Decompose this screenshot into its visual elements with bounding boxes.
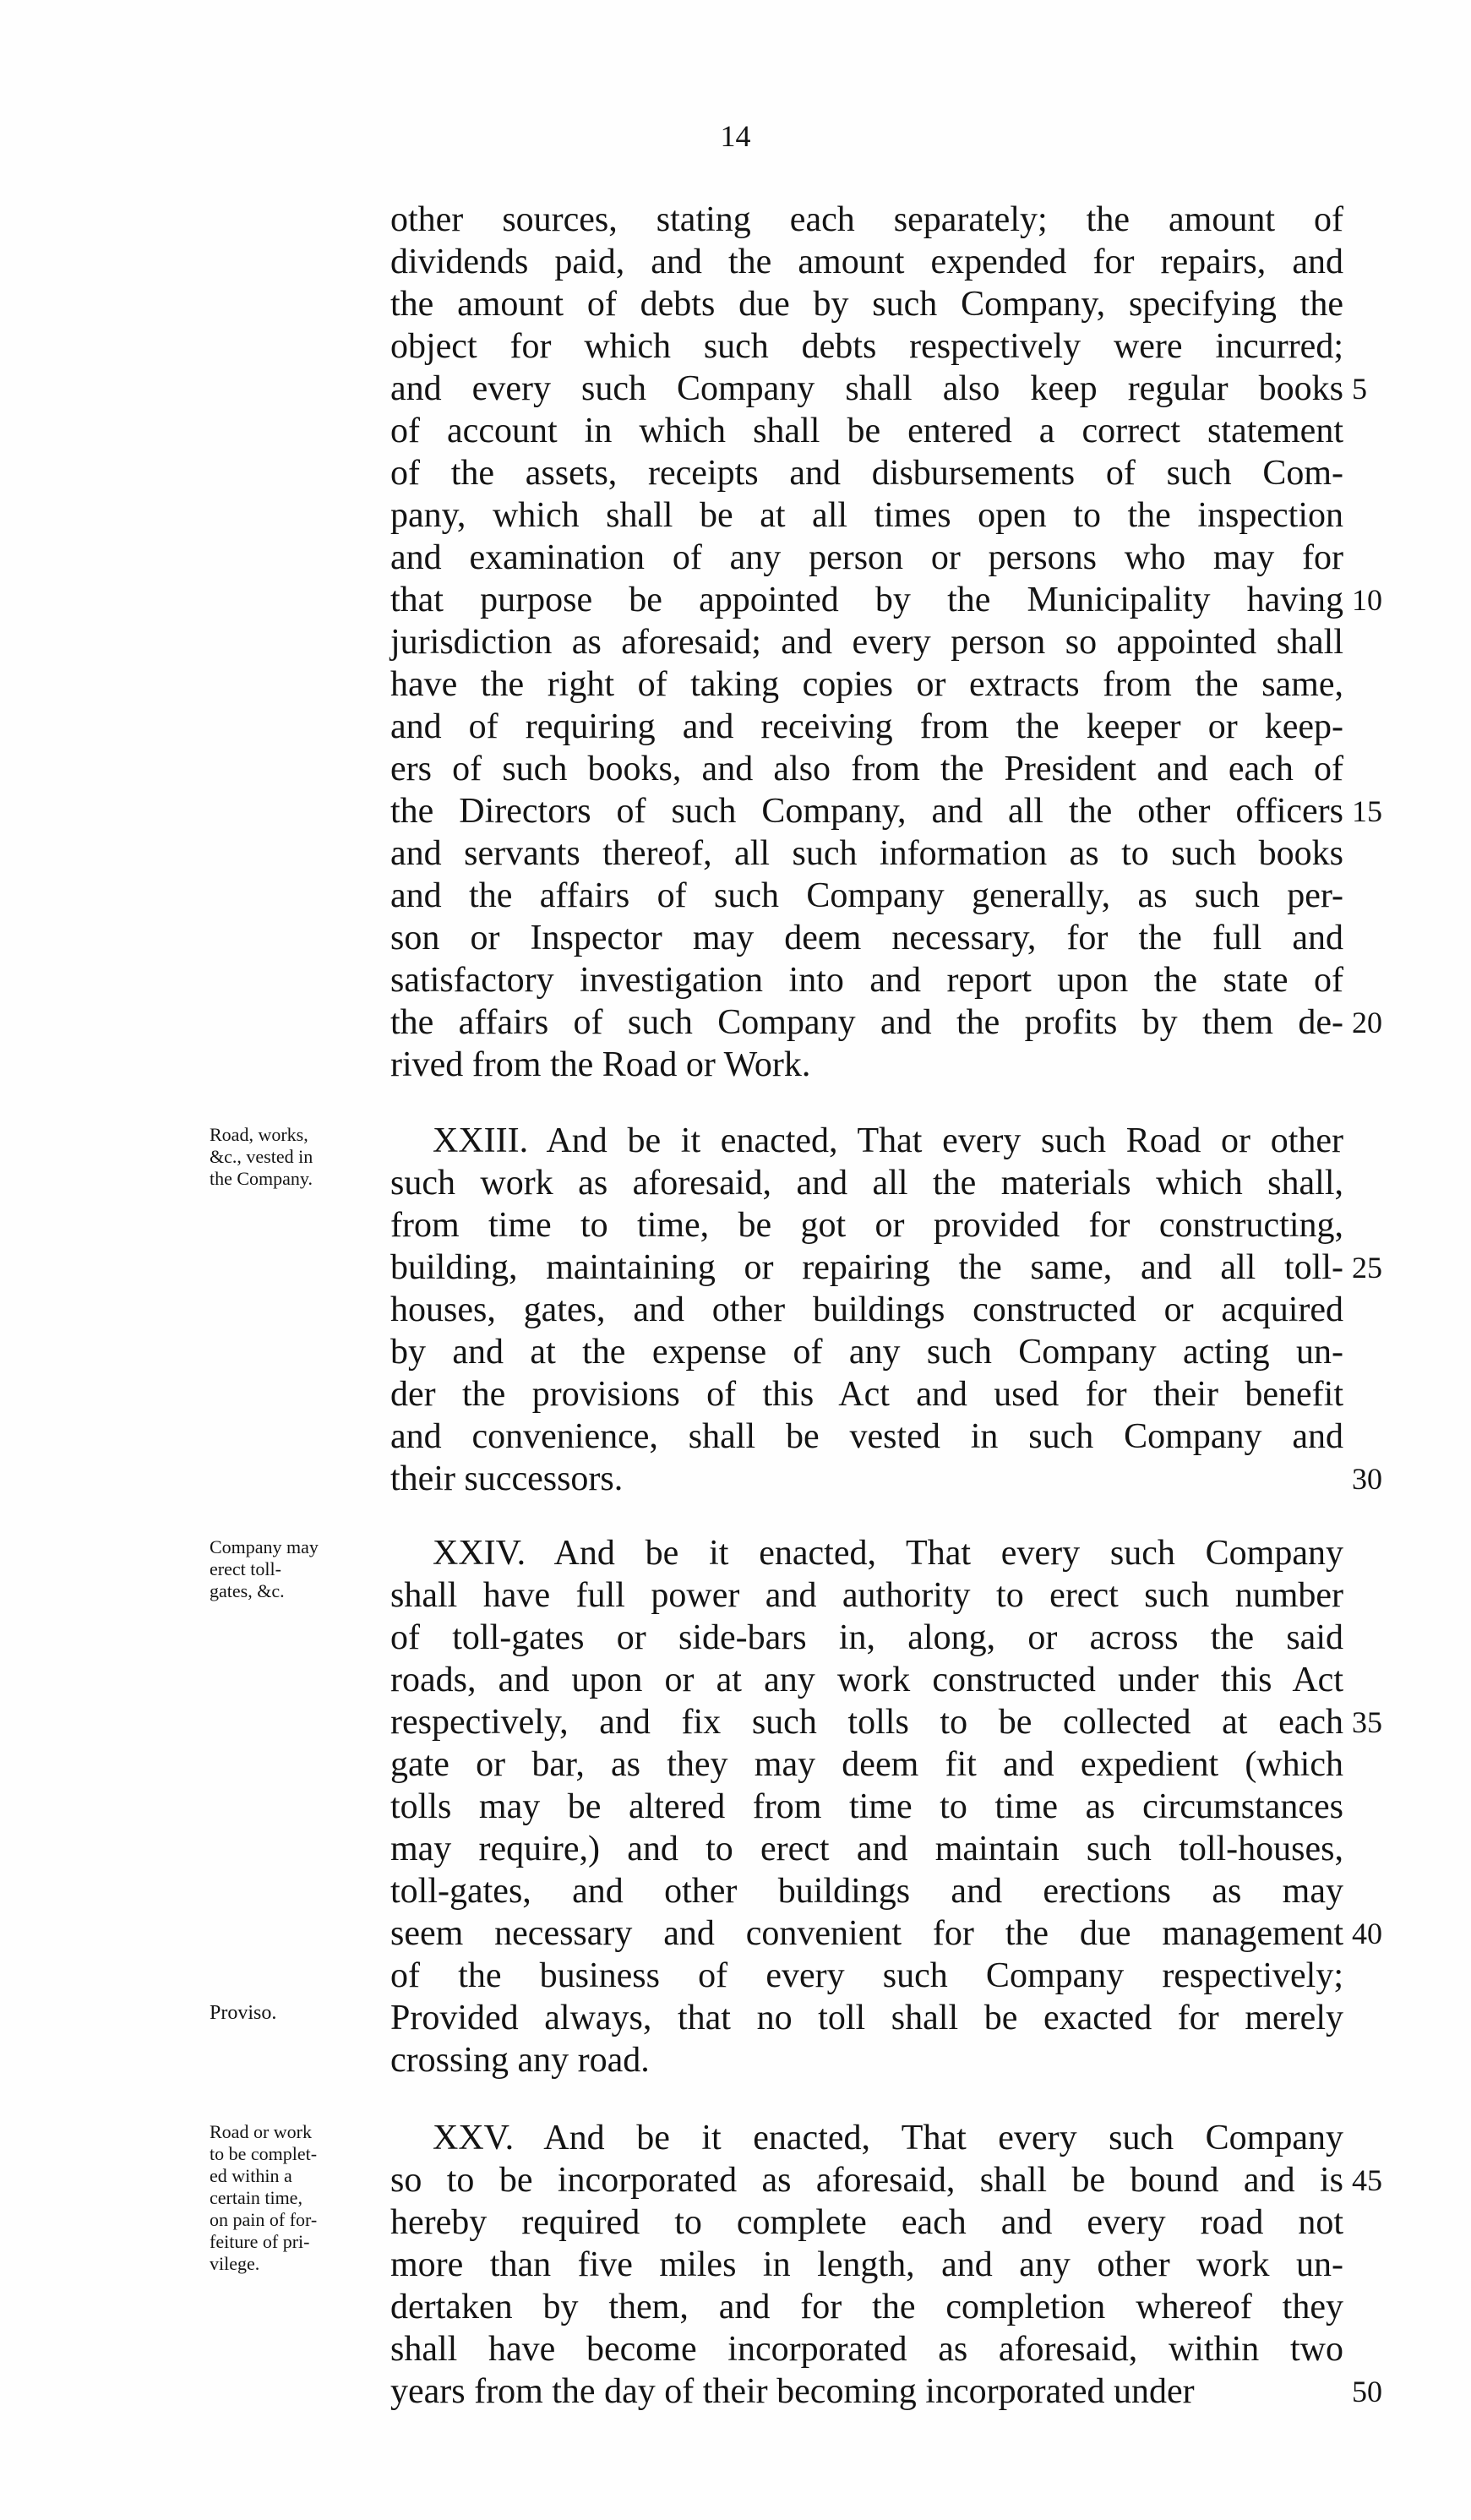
line-text: of account in which shall be entered a correct statement <box>390 412 1343 450</box>
text-line <box>390 917 1343 959</box>
text-line <box>390 875 1343 917</box>
marginal-note-line: &c., vested in <box>210 1146 313 1167</box>
text-line <box>390 1044 1343 1086</box>
line-text: by and at the expense of any such Company acting un- <box>390 1333 1343 1372</box>
line-text: from time to time, be got or provided for constructing, <box>390 1206 1343 1245</box>
line-text: of toll-gates or side-bars in, along, or across the said <box>390 1618 1343 1657</box>
text-line <box>390 1997 1343 2039</box>
line-text: and every such Company shall also keep regular books <box>390 369 1343 408</box>
text-line <box>390 2286 1343 2328</box>
text-line <box>390 621 1343 663</box>
line-text: so to be incorporated as aforesaid, shall be bound and is <box>390 2161 1343 2200</box>
line-text: rived from the Road or Work. <box>390 1045 811 1084</box>
line-text: their successors. <box>390 1459 624 1498</box>
text-line <box>390 1617 1343 1659</box>
text-line <box>390 2328 1343 2370</box>
line-text: may require,) and to erect and maintain such toll-houses, <box>390 1830 1343 1868</box>
text-line <box>390 283 1343 325</box>
text-line <box>390 1574 1343 1617</box>
text-line <box>390 579 1343 621</box>
page-number: 14 <box>720 119 751 153</box>
line-text: XXV. And be it enacted, That every such Company <box>433 2119 1343 2157</box>
line-text: building, maintaining or repairing the same, and all toll- <box>390 1248 1343 1287</box>
line-text: houses, gates, and other buildings constructed or acquired <box>390 1290 1343 1329</box>
line-text: satisfactory investigation into and report upon the state of <box>390 961 1343 1000</box>
line-number: 50 <box>1352 2375 1382 2408</box>
line-text: that purpose be appointed by the Municipality having <box>390 581 1343 619</box>
marginal-note <box>210 1124 383 1190</box>
text-line <box>390 2117 1343 2159</box>
marginal-note-line: Proviso. <box>210 2002 277 2024</box>
line-text: son or Inspector may deem necessary, for the full and <box>390 919 1343 957</box>
line-text: respectively, and fix such tolls to be collected at each <box>390 1703 1343 1742</box>
text-line <box>390 959 1343 1001</box>
line-text: Provided always, that no toll shall be exacted for merely <box>390 1999 1343 2037</box>
text-line <box>390 2159 1343 2201</box>
text-line <box>390 410 1343 452</box>
text-line <box>390 1955 1343 1997</box>
line-number: 5 <box>1352 372 1367 406</box>
text-line <box>390 452 1343 494</box>
line-text: roads, and upon or at any work constructed under this Act <box>390 1661 1343 1699</box>
line-text: XXIII. And be it enacted, That every such Road or other <box>433 1121 1343 1160</box>
line-number: 30 <box>1352 1462 1382 1496</box>
marginal-note <box>210 2001 383 2025</box>
line-text: object for which such debts respectively were incurred; <box>390 327 1343 366</box>
line-text: jurisdiction as aforesaid; and every person so appointed shall <box>390 623 1343 662</box>
text-line <box>390 1743 1343 1786</box>
text-line <box>390 1289 1343 1331</box>
text-line <box>390 1415 1343 1458</box>
text-line <box>390 2370 1343 2413</box>
text-line <box>390 1786 1343 1828</box>
marginal-note-line: on pain of for- <box>210 2209 318 2230</box>
line-text: have the right of taking copies or extracts from the same, <box>390 665 1343 704</box>
line-text: the amount of debts due by such Company, specifying the <box>390 285 1343 324</box>
text-line <box>390 2201 1343 2244</box>
line-text: such work as aforesaid, and all the materials which shall, <box>390 1164 1343 1203</box>
marginal-note-line: Company may <box>210 1536 319 1557</box>
line-text: of the assets, receipts and disbursements of such Com- <box>390 454 1343 493</box>
marginal-note-line: Road, works, <box>210 1124 308 1145</box>
marginal-note <box>210 1536 383 1602</box>
text-line <box>390 494 1343 537</box>
line-text: other sources, stating each separately; the amount of <box>390 200 1343 239</box>
line-text: and convenience, shall be vested in such Company and <box>390 1417 1343 1456</box>
text-line <box>390 790 1343 832</box>
line-text: and servants thereof, all such information as to such books <box>390 834 1343 873</box>
line-text: shall have full power and authority to erect such number <box>390 1576 1343 1615</box>
marginal-note-line: the Company. <box>210 1168 313 1189</box>
text-line <box>390 1162 1343 1204</box>
line-number: 35 <box>1352 1705 1382 1739</box>
text-line <box>390 1246 1343 1289</box>
line-text: dertaken by them, and for the completion whereof they <box>390 2288 1343 2326</box>
line-text: more than five miles in length, and any other work un- <box>390 2245 1343 2284</box>
marginal-note <box>210 2121 383 2275</box>
line-text: pany, which shall be at all times open to the inspection <box>390 496 1343 535</box>
text-line <box>390 1701 1343 1743</box>
line-text: and the affairs of such Company generally, as such per- <box>390 876 1343 915</box>
line-number: 45 <box>1352 2163 1382 2197</box>
text-line <box>390 2244 1343 2286</box>
text-line <box>390 748 1343 790</box>
line-text: XXIV. And be it enacted, That every such Company <box>433 1534 1343 1573</box>
line-number: 10 <box>1352 583 1382 617</box>
line-number: 20 <box>1352 1006 1382 1039</box>
text-line <box>390 1001 1343 1044</box>
text-line <box>390 663 1343 706</box>
text-line <box>390 1120 1343 1162</box>
marginal-note-line: to be complet- <box>210 2143 318 2164</box>
text-line <box>390 706 1343 748</box>
text-line <box>390 368 1343 410</box>
line-text: the affairs of such Company and the profits by them de- <box>390 1003 1343 1042</box>
marginal-note-line: ed within a <box>210 2165 292 2186</box>
text-line <box>390 1912 1343 1955</box>
line-text: hereby required to complete each and every road not <box>390 2203 1343 2242</box>
text-line <box>390 199 1343 241</box>
text-line <box>390 1373 1343 1415</box>
line-text: of the business of every such Company respectively; <box>390 1956 1343 1995</box>
text-line <box>390 241 1343 283</box>
line-text: the Directors of such Company, and all the other officers <box>390 792 1343 831</box>
marginal-note-line: erect toll- <box>210 1558 281 1579</box>
marginal-note-line: certain time, <box>210 2187 302 2208</box>
text-line <box>390 325 1343 368</box>
line-text: shall have become incorporated as aforesaid, within two <box>390 2330 1343 2369</box>
text-line <box>390 1659 1343 1701</box>
text-line <box>390 1458 1343 1500</box>
text-line <box>390 1532 1343 1574</box>
text-line <box>390 1204 1343 1246</box>
line-text: and examination of any person or persons who may for <box>390 538 1343 577</box>
marginal-note-line: gates, &c. <box>210 1580 285 1601</box>
text-line <box>390 832 1343 875</box>
marginal-note-line: vilege. <box>210 2253 260 2274</box>
text-line <box>390 1331 1343 1373</box>
text-line <box>390 1828 1343 1870</box>
line-text: toll-gates, and other buildings and erections as may <box>390 1872 1343 1911</box>
line-text: crossing any road. <box>390 2041 650 2080</box>
line-text: ers of such books, and also from the President and each of <box>390 750 1343 788</box>
line-text: years from the day of their becoming incorporated under <box>390 2372 1195 2411</box>
line-text: der the provisions of this Act and used for their benefit <box>390 1375 1343 1414</box>
text-line <box>390 537 1343 579</box>
marginal-note-line: feiture of pri- <box>210 2231 310 2252</box>
line-text: seem necessary and convenient for the due management <box>390 1914 1343 1953</box>
text-line <box>390 2039 1343 2081</box>
line-text: dividends paid, and the amount expended for repairs, and <box>390 243 1343 281</box>
line-text: gate or bar, as they may deem fit and expedient (which <box>390 1745 1343 1784</box>
line-number: 40 <box>1352 1917 1382 1950</box>
line-text: tolls may be altered from time to time as circumstances <box>390 1787 1343 1826</box>
marginal-note-line: Road or work <box>210 2121 312 2142</box>
line-text: and of requiring and receiving from the keeper or keep- <box>390 707 1343 746</box>
text-line <box>390 1870 1343 1912</box>
line-number: 15 <box>1352 794 1382 828</box>
line-number: 25 <box>1352 1251 1382 1285</box>
